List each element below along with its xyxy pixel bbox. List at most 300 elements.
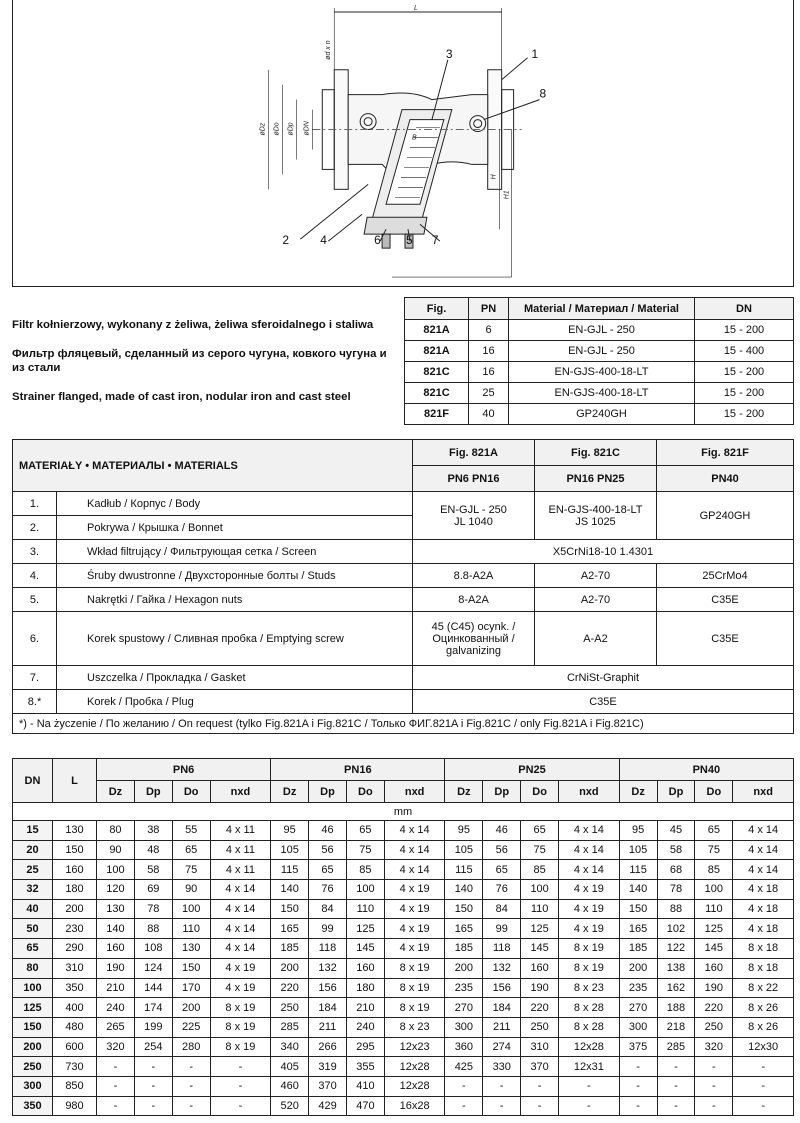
cell-value: 4 x 11 <box>210 840 271 860</box>
row-number: 5. <box>13 588 57 612</box>
cell-value: 80 <box>97 821 135 841</box>
cell-value: 90 <box>172 880 210 900</box>
cell-value: 56 <box>483 840 521 860</box>
cell-value: 78 <box>134 899 172 919</box>
sub-header-dp: Dp <box>134 781 172 803</box>
cell-value: 280 <box>172 1037 210 1057</box>
cell-value: 90 <box>97 840 135 860</box>
dim-H: H <box>490 174 498 180</box>
sub-header-nxd: nxd <box>210 781 271 803</box>
cell-value: 145 <box>521 939 559 959</box>
cell-pn: 16 <box>469 341 509 362</box>
cell-value: 165 <box>445 919 483 939</box>
cell-value: 8 x 19 <box>384 958 445 978</box>
cell-value: 240 <box>97 998 135 1018</box>
dim-DN: øDN <box>303 121 311 136</box>
header-fig-821c: Fig. 821C <box>535 440 657 466</box>
row-number: 4. <box>13 564 57 588</box>
cell-value: 165 <box>619 919 657 939</box>
technical-drawing <box>12 0 794 287</box>
cell-value: 115 <box>271 860 309 880</box>
cell-value: 76 <box>309 880 347 900</box>
cell-dn: 25 <box>13 860 53 880</box>
cell-value: 124 <box>134 958 172 978</box>
cell-value: 4 x 19 <box>559 919 620 939</box>
header-pn: PN <box>469 298 509 320</box>
cell-value: 190 <box>521 978 559 998</box>
cell-value: 68 <box>657 860 695 880</box>
cell-value: 220 <box>271 978 309 998</box>
cell-value: 200 <box>445 958 483 978</box>
cell-value: 95 <box>271 821 309 841</box>
cell-dn: 350 <box>13 1096 53 1116</box>
cell-line: galvanizing <box>445 644 502 657</box>
row-number: 1. <box>13 492 57 516</box>
sub-header-do: Do <box>521 781 559 803</box>
cell-value: 199 <box>134 1017 172 1037</box>
table-row <box>13 958 794 978</box>
table-row <box>405 404 794 425</box>
cell-value: 110 <box>521 899 559 919</box>
cell-l: 160 <box>53 860 97 880</box>
cell-value: 102 <box>657 919 695 939</box>
cell-dn: 15 - 400 <box>695 341 794 362</box>
cell-value: 295 <box>346 1037 384 1057</box>
dim-d-x-n: ød x n <box>325 40 333 60</box>
cell-value: 125 <box>346 919 384 939</box>
cell-value: 105 <box>445 840 483 860</box>
cell-dn: 250 <box>13 1057 53 1077</box>
cell-material: EN-GJS-400-18-LT <box>509 362 695 383</box>
cell-value: 95 <box>445 821 483 841</box>
table-header-row <box>405 298 794 320</box>
cell-value: 4 x 14 <box>559 840 620 860</box>
cell-value: 470 <box>346 1096 384 1116</box>
table-row <box>13 492 794 516</box>
description-en: Strainer flanged, made of cast iron, nodular iron and cast steel <box>12 391 351 403</box>
cell-value: 270 <box>445 998 483 1018</box>
cell-value: 115 <box>619 860 657 880</box>
cell-value: 162 <box>657 978 695 998</box>
cell-value: 355 <box>346 1057 384 1077</box>
cell-value: 250 <box>271 998 309 1018</box>
cell-821c <box>535 492 657 540</box>
cell-value: 285 <box>657 1037 695 1057</box>
callout-5: 5 <box>405 233 413 248</box>
header-pn-821a: PN6 PN16 <box>413 466 535 492</box>
cell-value: - <box>134 1096 172 1116</box>
cell-l: 290 <box>53 939 97 959</box>
cell-value: 330 <box>483 1057 521 1077</box>
header-fig: Fig. <box>405 298 469 320</box>
dim-H1: H1 <box>503 190 511 200</box>
cell-line: EN-GJS-400-18-LT <box>548 503 643 516</box>
cell-value: 184 <box>483 998 521 1018</box>
cell-value: 12x28 <box>384 1076 445 1096</box>
cell-dn: 15 - 200 <box>695 404 794 425</box>
row-name: Kadłub / Корпус / Body <box>57 492 413 516</box>
cell-value: - <box>172 1096 210 1116</box>
cell-821a: 8-A2A <box>413 588 535 612</box>
header-dn: DN <box>695 298 794 320</box>
cell-value: 8 x 18 <box>733 958 794 978</box>
cell-value: 144 <box>134 978 172 998</box>
header-fig-821f: Fig. 821F <box>657 440 794 466</box>
product-description <box>12 318 402 419</box>
cell-value: 4 x 18 <box>733 919 794 939</box>
cell-value: 145 <box>695 939 733 959</box>
cell-value: 46 <box>309 821 347 841</box>
cell-value: 85 <box>521 860 559 880</box>
materials-title: MATERIAŁY • МАТЕРИАЛЫ • MATERIALS <box>13 440 413 492</box>
cell-value: 4 x 14 <box>210 919 271 939</box>
cell-dn: 15 - 200 <box>695 320 794 341</box>
cell-value: - <box>695 1057 733 1077</box>
table-row <box>13 821 794 841</box>
cell-dn: 200 <box>13 1037 53 1057</box>
cell-value: 4 x 14 <box>559 860 620 880</box>
cell-value: 140 <box>445 880 483 900</box>
cell-value: - <box>483 1076 521 1096</box>
cell-value: 240 <box>346 1017 384 1037</box>
cell-value: 8 x 23 <box>559 978 620 998</box>
cell-value: 300 <box>619 1017 657 1037</box>
row-name: Korek / Пробка / Plug <box>57 690 413 714</box>
cell-value: 300 <box>445 1017 483 1037</box>
cell-value: 12x31 <box>559 1057 620 1077</box>
cell-value: 185 <box>445 939 483 959</box>
row-name: Nakrętki / Гайка / Hexagon nuts <box>57 588 413 612</box>
cell-value: 4 x 19 <box>384 899 445 919</box>
cell-value: 78 <box>657 880 695 900</box>
cell-value: - <box>619 1057 657 1077</box>
cell-value: 174 <box>134 998 172 1018</box>
cell-line: JL 1040 <box>454 515 493 528</box>
cell-value: 4 x 11 <box>210 860 271 880</box>
cell-value: 100 <box>97 860 135 880</box>
table-row <box>13 899 794 919</box>
cell-value: 160 <box>346 958 384 978</box>
cell-value: 188 <box>657 998 695 1018</box>
cell-value: 100 <box>346 880 384 900</box>
cell-value: 99 <box>483 919 521 939</box>
cell-value: 210 <box>97 978 135 998</box>
cell-821f: GP240GH <box>657 492 794 540</box>
cell-line: 45 (C45) ocynk. / <box>431 620 516 633</box>
cell-value: 110 <box>695 899 733 919</box>
cell-value: 210 <box>346 998 384 1018</box>
cell-value: 130 <box>97 899 135 919</box>
cell-value: 225 <box>172 1017 210 1037</box>
cell-pn: 25 <box>469 383 509 404</box>
materials-table <box>12 439 794 734</box>
table-row <box>13 612 794 666</box>
cell-value: 4 x 18 <box>733 899 794 919</box>
cell-value: - <box>733 1057 794 1077</box>
cell-value: 150 <box>619 899 657 919</box>
cell-value: 8 x 26 <box>733 1017 794 1037</box>
cell-value: 4 x 19 <box>384 919 445 939</box>
cell-value: 48 <box>134 840 172 860</box>
cell-value: 8 x 28 <box>559 1017 620 1037</box>
cell-value: - <box>559 1076 620 1096</box>
cell-value: 140 <box>97 919 135 939</box>
cell-value: - <box>657 1096 695 1116</box>
description-pl: Filtr kołnierzowy, wykonany z żeliwa, żeliwa sferoidalnego i staliwa <box>12 319 374 331</box>
cell-value: - <box>97 1096 135 1116</box>
header-pn40: PN40 <box>619 759 793 781</box>
cell-fig: 821F <box>405 404 469 425</box>
cell-material: GP240GH <box>509 404 695 425</box>
cell-value: 254 <box>134 1037 172 1057</box>
cell-value: 150 <box>172 958 210 978</box>
cell-l: 400 <box>53 998 97 1018</box>
cell-value: 220 <box>695 998 733 1018</box>
cell-value: 340 <box>271 1037 309 1057</box>
cell-value: 4 x 14 <box>384 821 445 841</box>
cell-l: 350 <box>53 978 97 998</box>
callout-4: 4 <box>320 233 327 248</box>
cell-value: - <box>210 1076 271 1096</box>
cell-value: 218 <box>657 1017 695 1037</box>
cell-value: 88 <box>134 919 172 939</box>
sub-header-dz: Dz <box>271 781 309 803</box>
sub-header-nxd: nxd <box>559 781 620 803</box>
cell-l: 150 <box>53 840 97 860</box>
cell-value: - <box>733 1076 794 1096</box>
cell-value: - <box>445 1096 483 1116</box>
cell-l: 730 <box>53 1057 97 1077</box>
cell-value: 105 <box>271 840 309 860</box>
cell-value: 110 <box>172 919 210 939</box>
cell-dn: 32 <box>13 880 53 900</box>
cell-value: 12x30 <box>733 1037 794 1057</box>
cell-value: 8 x 19 <box>210 1037 271 1057</box>
cell-value: 8 x 28 <box>559 998 620 1018</box>
cell-821f: 25CrMo4 <box>657 564 794 588</box>
cell-value: 4 x 14 <box>559 821 620 841</box>
cell-value: 200 <box>619 958 657 978</box>
cell-value: 105 <box>619 840 657 860</box>
cell-value: 88 <box>657 899 695 919</box>
cell-value: 8 x 19 <box>384 978 445 998</box>
cell-value: 56 <box>309 840 347 860</box>
figure-pn-table <box>404 297 794 425</box>
sub-header-dz: Dz <box>97 781 135 803</box>
cell-value: 4 x 19 <box>210 978 271 998</box>
table-row <box>13 840 794 860</box>
cell-value: - <box>733 1096 794 1116</box>
cell-value: 85 <box>346 860 384 880</box>
header-fig-821a: Fig. 821A <box>413 440 535 466</box>
footnote: *) - Na życzenie / По желанию / On request (tylko Fig.821A i Fig.821C / Только ФИГ.821A i Fig.821C / only Fig.821A i Fig.821C) <box>13 714 794 734</box>
cell-value: - <box>657 1076 695 1096</box>
cell-value: 211 <box>483 1017 521 1037</box>
table-row <box>405 341 794 362</box>
cell-material: EN-GJL - 250 <box>509 320 695 341</box>
cell-value: - <box>695 1096 733 1116</box>
cell-l: 230 <box>53 919 97 939</box>
cell-value: 75 <box>346 840 384 860</box>
cell-value: 84 <box>483 899 521 919</box>
cell-l: 850 <box>53 1076 97 1096</box>
cell-value: 115 <box>445 860 483 880</box>
cell-line: Оцинкованный / <box>432 632 515 645</box>
callout-8: 8 <box>539 86 547 101</box>
cell-value: 4 x 19 <box>559 899 620 919</box>
table-row <box>405 383 794 404</box>
cell-value: - <box>521 1076 559 1096</box>
table-row <box>13 1076 794 1096</box>
cell-value: 118 <box>483 939 521 959</box>
header-pn25: PN25 <box>445 759 619 781</box>
cell-value: 8 x 19 <box>559 939 620 959</box>
sub-header-do: Do <box>346 781 384 803</box>
table-row <box>13 880 794 900</box>
cell-value: 75 <box>521 840 559 860</box>
cell-value: 8 x 18 <box>733 939 794 959</box>
cell-fig: 821A <box>405 320 469 341</box>
table-row <box>13 978 794 998</box>
sub-header-dp: Dp <box>309 781 347 803</box>
cell-value: - <box>695 1076 733 1096</box>
cell-value: - <box>521 1096 559 1116</box>
header-pn16: PN16 <box>271 759 445 781</box>
cell-value: 65 <box>309 860 347 880</box>
cell-value: 4 x 19 <box>210 958 271 978</box>
header-pn6: PN6 <box>97 759 271 781</box>
cell-value: 65 <box>521 821 559 841</box>
cell-all: CrNiSt-Graphit <box>413 666 794 690</box>
cell-value: 160 <box>521 958 559 978</box>
cell-value: 150 <box>271 899 309 919</box>
sub-header-nxd: nxd <box>733 781 794 803</box>
cell-value: 4 x 11 <box>210 821 271 841</box>
cell-821a: 8.8-A2A <box>413 564 535 588</box>
cell-value: 100 <box>172 899 210 919</box>
cell-value: 200 <box>172 998 210 1018</box>
sub-header-dz: Dz <box>445 781 483 803</box>
cell-value: 99 <box>309 919 347 939</box>
cell-value: 108 <box>134 939 172 959</box>
cell-dn: 65 <box>13 939 53 959</box>
sub-header-row <box>13 781 794 803</box>
cell-value: 405 <box>271 1057 309 1077</box>
cell-value: 4 x 14 <box>210 899 271 919</box>
cell-value: 4 x 14 <box>384 860 445 880</box>
cell-dn: 50 <box>13 919 53 939</box>
cell-value: 125 <box>695 919 733 939</box>
sub-header-do: Do <box>695 781 733 803</box>
cell-value: - <box>134 1076 172 1096</box>
cell-value: 4 x 14 <box>733 840 794 860</box>
unit-row: mm <box>13 803 794 821</box>
cell-l: 130 <box>53 821 97 841</box>
cell-value: 65 <box>695 821 733 841</box>
cell-material: EN-GJS-400-18-LT <box>509 383 695 404</box>
cell-l: 180 <box>53 880 97 900</box>
cell-value: 270 <box>619 998 657 1018</box>
cell-value: 84 <box>309 899 347 919</box>
cell-value: 12x28 <box>559 1037 620 1057</box>
cell-value: 69 <box>134 880 172 900</box>
cell-value: 65 <box>172 840 210 860</box>
cell-value: 8 x 19 <box>210 998 271 1018</box>
cell-value: - <box>97 1076 135 1096</box>
cell-value: 266 <box>309 1037 347 1057</box>
cell-value: 65 <box>483 860 521 880</box>
cell-821a <box>413 492 535 540</box>
cell-value: 310 <box>521 1037 559 1057</box>
table-row <box>405 362 794 383</box>
cell-value: 160 <box>695 958 733 978</box>
cell-dn: 125 <box>13 998 53 1018</box>
row-number: 3. <box>13 540 57 564</box>
cell-value: 4 x 18 <box>733 880 794 900</box>
cell-value: 211 <box>309 1017 347 1037</box>
cell-value: 4 x 19 <box>384 939 445 959</box>
cell-value: 190 <box>695 978 733 998</box>
sub-header-dp: Dp <box>657 781 695 803</box>
cell-fig: 821C <box>405 362 469 383</box>
cell-value: 140 <box>271 880 309 900</box>
cell-value: - <box>619 1076 657 1096</box>
cell-value: 425 <box>445 1057 483 1077</box>
cell-value: - <box>134 1057 172 1077</box>
table-row <box>13 690 794 714</box>
row-name: Korek spustowy / Сливная пробка / Emptying screw <box>57 612 413 666</box>
cell-value: 55 <box>172 821 210 841</box>
table-row <box>13 860 794 880</box>
cell-value: 285 <box>271 1017 309 1037</box>
table-row <box>13 1037 794 1057</box>
cell-value: 130 <box>172 939 210 959</box>
cell-value: 185 <box>271 939 309 959</box>
callout-6: 6 <box>374 233 381 248</box>
cell-material: EN-GJL - 250 <box>509 341 695 362</box>
cell-value: 170 <box>172 978 210 998</box>
row-number: 8.* <box>13 690 57 714</box>
table-row <box>13 540 794 564</box>
table-row <box>13 1017 794 1037</box>
row-name: Uszczelka / Прокладка / Gasket <box>57 666 413 690</box>
cell-value: 180 <box>346 978 384 998</box>
cell-dn: 40 <box>13 899 53 919</box>
cell-value: - <box>483 1096 521 1116</box>
callout-3: 3 <box>445 46 453 61</box>
cell-value: 410 <box>346 1076 384 1096</box>
row-name: Śruby dwustronne / Двухсторонные болты / Studs <box>57 564 413 588</box>
cell-value: 375 <box>619 1037 657 1057</box>
cell-value: 235 <box>445 978 483 998</box>
table-row <box>405 320 794 341</box>
header-l: L <box>53 759 97 803</box>
cell-value: 184 <box>309 998 347 1018</box>
cell-value: 110 <box>346 899 384 919</box>
cell-dn: 80 <box>13 958 53 978</box>
cell-821c: A2-70 <box>535 564 657 588</box>
cell-line: EN-GJL - 250 <box>440 503 507 516</box>
cell-value: 46 <box>483 821 521 841</box>
cell-value: 320 <box>97 1037 135 1057</box>
cell-value: 4 x 14 <box>384 840 445 860</box>
cell-value: 75 <box>695 840 733 860</box>
cell-value: 120 <box>97 880 135 900</box>
dim-L: L <box>413 4 418 12</box>
table-row <box>13 588 794 612</box>
cell-l: 980 <box>53 1096 97 1116</box>
header-dn: DN <box>13 759 53 803</box>
